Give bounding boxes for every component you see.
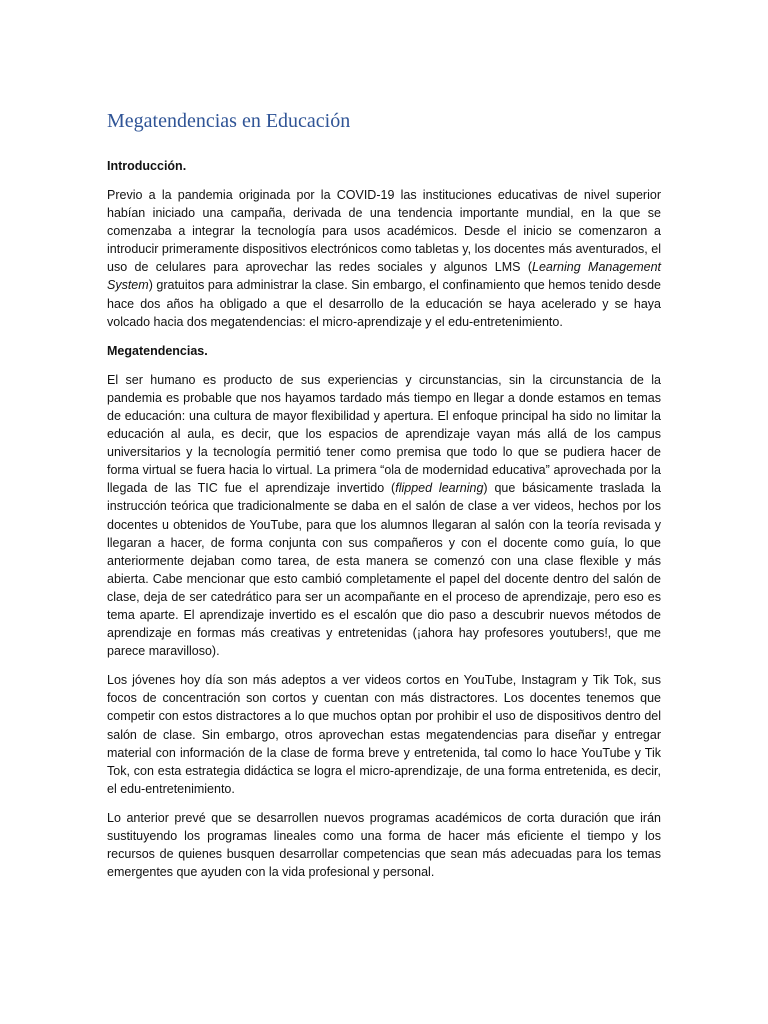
paragraph-text: Previo a la pandemia originada por la COVID-19 las instituciones educativas de nivel superior habían iniciado una campaña, derivada de una tendencia importante mundial, en la que se comenzaba a integrar la tecnología para usos académicos. Desde el inicio se comenzaron a introducir primeramente dispositivos electrónicos como tabletas y, los docentes más aventurados, el uso de celulares para aprovechar las redes sociales y algunos LMS ( — [107, 188, 661, 275]
document-body — [107, 108, 661, 892]
paragraph-text: Lo anterior prevé que se desarrollen nuevos programas académicos de corta duración que irán sustituyendo los programas lineales como una forma de hacer más eficiente el tiempo y los recursos de quienes busquen desarrollar competencias que sean más adecuadas para los temas emergentes que ayuden con la vida profesional y personal. — [107, 810, 661, 880]
document-title: Megatendencias en Educación — [107, 110, 351, 132]
paragraph-megatendencias-1 — [107, 371, 661, 661]
paragraph-text: Los jóvenes hoy día son más adeptos a ver videos cortos en YouTube, Instagram y Tik Tok, sus focos de concentración son cortos y cuentan con más distractores. Los docentes tenemos que competir con estos distractores a lo que muchos optan por prohibir el uso de dispositivos dentro del salón de clase. Sin embargo, otros aprovechan estas megatendencias para diseñar y entregar material con información de la clase de forma breve y entretenida, tal como lo hace YouTube y Tik Tok, con esta estrategia didáctica se logra el micro-aprendizaje, de una forma entretenida, es decir, el edu-entretenimiento. — [107, 673, 661, 796]
paragraph-text: ) gratuitos para administrar la clase. Sin embargo, el confinamiento que hemos tenido desde hace dos años ha obligado a que el desarrollo de la educación se haya acelerado y se haya volcado hacia dos megatendencias: el micro-aprendizaje y el edu-entretenimiento. — [107, 278, 661, 329]
section-heading-megatendencias: Megatendencias. — [107, 343, 208, 358]
paragraph-megatendencias-3 — [107, 809, 661, 881]
paragraph-text: El ser humano es producto de sus experiencias y circunstancias, sin la circunstancia de la pandemia es probable que nos hayamos tardado más tiempo en llegar a donde estamos en temas de educación: una cultura de mayor flexibilidad y apertura. El enfoque principal ha sido no limitar la educación al aula, es decir, que los espacios de aprendizaje vayan más allá de los campus universitarios y la tecnología permitió tener como premisa que todo lo que se pudiera hacer de forma virtual se fuera hacia lo virtual. La primera “ola de modernidad educativa” aprovechada por la llegada de las TIC fue el aprendizaje invertido ( — [107, 372, 661, 496]
section-heading-introduccion: Introducción. — [107, 159, 187, 173]
paragraph-introduccion — [107, 186, 661, 331]
paragraph-megatendencias-2 — [107, 671, 661, 798]
paragraph-italic-term: flipped learning — [395, 481, 484, 496]
paragraph-text: ) que básicamente traslada la instrucción teórica que tradicionalmente se daba en el salón de clase a ver videos, hechos por los docentes u obtenidos de YouTube, para que los alumnos llegaran al salón con la teoría revisada y llegaran a hacer, de forma conjunta con sus compañeros y con el docente como guía, lo que anteriormente dejaban como tarea, de esta manera se comenzó con una clase flexible y más abierta. Cabe mencionar que esto cambió completamente el papel del docente dentro del salón de clase, deja de ser catedrático para ser un acompañante en el proceso de aprendizaje, pero eso es tema aparte. El aprendizaje invertido es el escalón que dio paso a descubrir nuevos métodos de aprendizaje en formas más creativas y entretenidas (¡ahora hay profesores youtubers!, que me parece maravilloso). — [107, 481, 661, 659]
paragraph-italic-term: Learning Management System — [107, 260, 661, 293]
